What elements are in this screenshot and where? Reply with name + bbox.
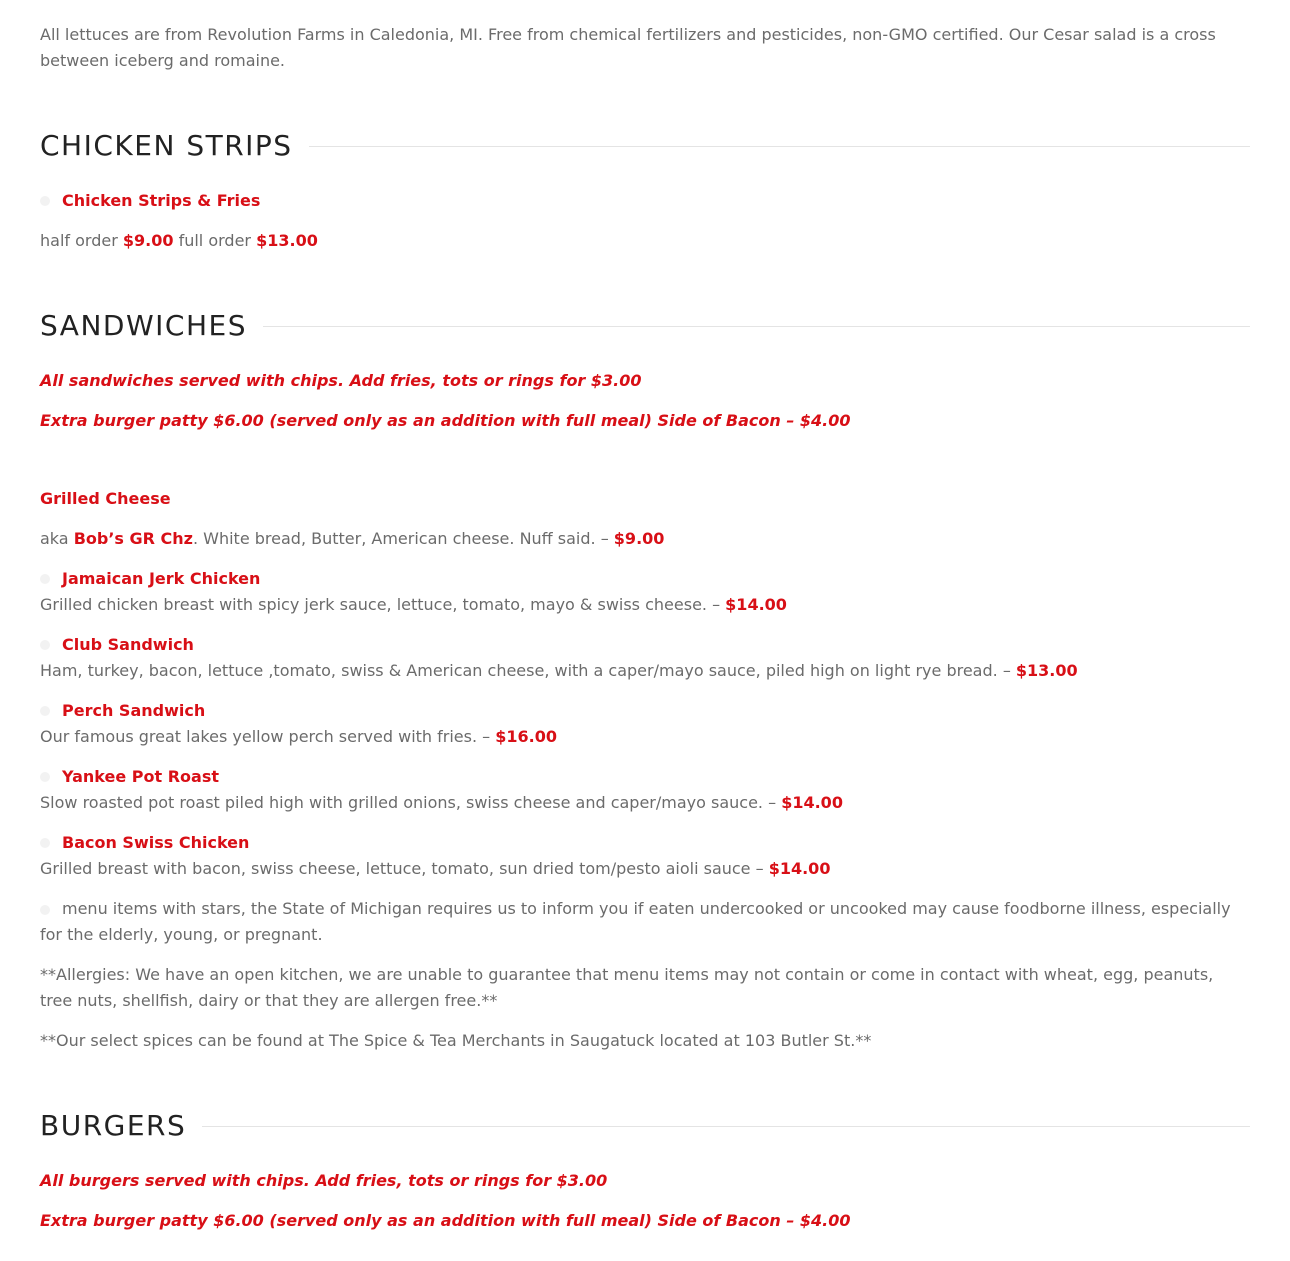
item-description: Grilled chicken breast with spicy jerk sauce, lettuce, tomato, mayo & swiss cheese. – <box>40 595 721 614</box>
star-icon <box>40 196 50 206</box>
list-item <box>40 632 1250 684</box>
list-item <box>40 698 1250 750</box>
item-price: $14.00 <box>781 793 843 812</box>
menu-item-title <box>40 188 1250 214</box>
star-notice <box>40 896 1250 948</box>
list-item <box>40 764 1250 816</box>
item-name: Yankee Pot Roast <box>62 767 220 786</box>
item-description: Ham, turkey, bacon, lettuce ,tomato, swiss & American cheese, with a caper/mayo sauce, piled high on light rye bread. – <box>40 661 1011 680</box>
item-desc-line <box>40 724 1250 750</box>
aka-name: Bob’s GR Chz <box>73 529 193 548</box>
sandwich-list <box>40 566 1250 882</box>
item-name: Chicken Strips & Fries <box>62 191 261 210</box>
full-order-price: $13.00 <box>256 231 318 250</box>
section-divider <box>202 1126 1250 1127</box>
section-divider <box>309 146 1250 147</box>
menu-item-title <box>40 698 1250 724</box>
menu-item-title <box>40 830 1250 856</box>
item-name: Jamaican Jerk Chicken <box>62 569 261 588</box>
item-desc-line <box>40 790 1250 816</box>
section-divider <box>263 326 1250 327</box>
section-heading: BURGERS <box>40 1109 187 1142</box>
item-price: $13.00 <box>1015 661 1078 680</box>
burger-sides-note: All burgers served with chips. Add fries, tots or rings for $3.00 <box>40 1171 608 1190</box>
star-icon <box>40 838 50 848</box>
grilled-cheese-title: Grilled Cheese <box>40 489 171 508</box>
menu-item-title <box>40 566 1250 592</box>
sandwich-sides-note: All sandwiches served with chips. Add fries, tots or rings for $3.00 <box>40 371 642 390</box>
item-price: $9.00 <box>613 529 665 548</box>
sandwich-extras-note: Extra burger patty $6.00 (served only as an addition with full meal) Side of Bacon – $4.00 <box>40 411 851 430</box>
menu-item-title <box>40 632 1250 658</box>
spice-notice: **Our select spices can be found at The Spice & Tea Merchants in Saugatuck located at 103 Butler St.** <box>40 1031 872 1050</box>
section-chicken-strips <box>40 126 1250 166</box>
item-description: . White bread, Butter, American cheese. Nuff said. – <box>192 529 609 548</box>
item-description: Slow roasted pot roast piled high with grilled onions, swiss cheese and caper/mayo sauce. – <box>40 793 777 812</box>
star-icon <box>40 706 50 716</box>
item-name: Bacon Swiss Chicken <box>62 833 250 852</box>
allergy-notice: **Allergies: We have an open kitchen, we are unable to guarantee that menu items may not contain or come in contact with wheat, egg, peanuts, tree nuts, shellfish, dairy or that they are allergen free.** <box>40 965 1214 1010</box>
item-description: Our famous great lakes yellow perch served with fries. – <box>40 727 491 746</box>
item-price: $14.00 <box>725 595 787 614</box>
item-desc-line <box>40 658 1250 684</box>
section-heading: SANDWICHES <box>40 309 247 342</box>
list-item <box>40 830 1250 882</box>
star-icon <box>40 574 50 584</box>
lettuce-intro: All lettuces are from Revolution Farms in Caledonia, MI. Free from chemical fertilizers and pesticides, non-GMO certified. Our Cesar salad is a cross between iceberg and romaine. <box>40 25 1216 70</box>
chicken-strips-prices <box>40 228 1250 254</box>
item-name: Club Sandwich <box>62 635 194 654</box>
item-desc-line <box>40 856 1250 882</box>
section-sandwiches <box>40 306 1250 346</box>
star-icon <box>40 640 50 650</box>
item-description: Grilled breast with bacon, swiss cheese, lettuce, tomato, sun dried tom/pesto aioli sauce – <box>40 859 764 878</box>
half-order-label: half order <box>40 231 118 250</box>
item-price: $14.00 <box>768 859 831 878</box>
star-icon <box>40 772 50 782</box>
star-icon <box>40 905 50 915</box>
burger-extras-note: Extra burger patty $6.00 (served only as an addition with full meal) Side of Bacon – $4.00 <box>40 1211 851 1230</box>
item-price: $16.00 <box>495 727 557 746</box>
item-name: Perch Sandwich <box>62 701 206 720</box>
star-notice-text: menu items with stars, the State of Michigan requires us to inform you if eaten undercooked or uncooked may cause foodborne illness, especially for the elderly, young, or pregnant. <box>40 899 1231 944</box>
grilled-cheese-desc <box>40 526 1250 552</box>
menu-item-title <box>40 764 1250 790</box>
aka-label: aka <box>40 529 69 548</box>
list-item <box>40 566 1250 618</box>
item-desc-line <box>40 592 1250 618</box>
full-order-label: full order <box>178 231 251 250</box>
section-heading: CHICKEN STRIPS <box>40 129 293 162</box>
half-order-price: $9.00 <box>122 231 174 250</box>
section-burgers <box>40 1106 1250 1146</box>
